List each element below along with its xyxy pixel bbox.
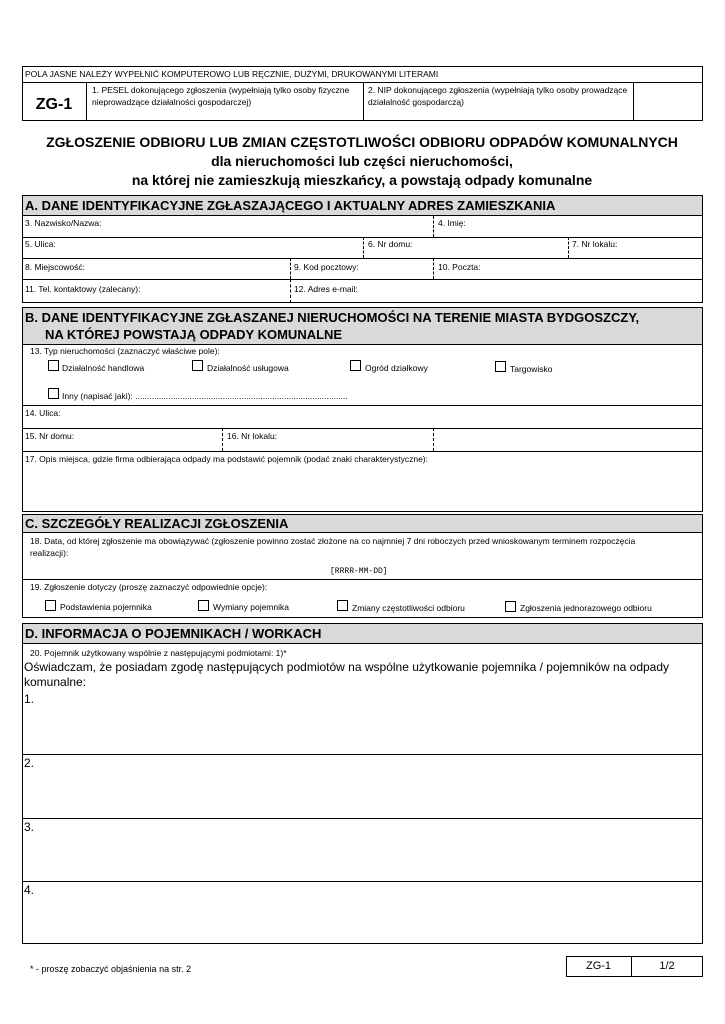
street-field[interactable]: 5. Ulica: [25,239,56,249]
checkbox-wymiany[interactable] [198,600,209,611]
checkbox-handlowa[interactable] [48,360,59,371]
row-divider-a2 [22,258,703,259]
checkbox-jednorazowego[interactable] [505,601,516,612]
post-office-field[interactable]: 10. Poczta: [438,262,481,272]
section-b-heading-line1: B. DANE IDENTYFIKACYJNE ZGŁASZANEJ NIERUCHOMOŚCI NA TERENIE MIASTA BYDGOSZCZY, [25,310,640,325]
entity-4-field[interactable] [22,881,703,944]
start-date-field[interactable]: 18. Data, od której zgłoszenie ma obowiązywać (zgłoszenie powinno zostać złożone na co najmniej 7 dni roboczych przed wnioskowanym terminem rozpoczęcia realizacji): [30,536,636,558]
nip-field[interactable]: 2. NIP dokonującego zgłoszenia (wypełniają tylko osoby prowadzące działalność gospodarczą) [368,85,628,107]
form-code: ZG-1 [35,96,73,113]
row-divider-c1 [22,579,703,580]
property-type-label: 13. Typ nieruchomości (zaznaczyć właściwe pole): [30,346,220,356]
form-title-line2: dla nieruchomości lub części nieruchomości, [211,153,513,169]
section-a-heading: A. DANE IDENTYFIKACYJNE ZGŁASZAJĄCEGO I AKTUALNY ADRES ZAMIESZKANIA [25,198,556,213]
shared-container-label: 20. Pojemnik użytkowany wspólnie z następującymi podmiotami: 1)* [30,648,287,658]
option-targowisko-label: Targowisko [510,364,553,374]
property-house-number-field[interactable]: 15. Nr domu: [25,431,75,441]
checkbox-podstawienia[interactable] [45,600,56,611]
option-jednorazowego-label: Zgłoszenia jednorazowego odbioru [520,603,652,613]
surname-field[interactable]: 3. Nazwisko/Nazwa: [25,218,102,228]
footer-form-code: ZG-1 [585,960,612,972]
request-type-label: 19. Zgłoszenie dotyczy (proszę zaznaczyć odpowiednie opcje): [30,582,268,592]
phone-field[interactable]: 11. Tel. kontaktowy (zalecany): [25,284,141,294]
apartment-number-field[interactable]: 7. Nr lokalu: [572,239,618,249]
option-wymiany-label: Wymiany pojemnika [213,602,289,612]
entity-1-label: 1. [24,692,35,706]
page-number: 1/2 [659,960,675,972]
row-divider-b2 [22,428,703,429]
nip-divider [633,82,634,121]
entity-3-field[interactable] [22,818,703,881]
checkbox-targowisko[interactable] [495,361,506,372]
row-divider-a3 [22,279,703,280]
divider-5-6 [363,237,364,258]
row-divider-b3 [22,451,703,452]
entity-2-field[interactable] [22,754,703,818]
checkbox-inny[interactable] [48,388,59,399]
date-format-hint: [RRRR-MM-DD] [330,567,388,576]
property-street-field[interactable]: 14. Ulica: [25,408,61,418]
entity-2-label: 2. [24,756,35,770]
option-podstawienia-label: Podstawienia pojemnika [60,602,152,612]
pesel-field[interactable]: 1. PESEL dokonującego zgłoszenia (wypełniają tylko osoby fizyczne nieprowadzące działalności gospodarczej) [92,85,350,107]
section-c-heading: C. SZCZEGÓŁY REALIZACJI ZGŁOSZENIA [25,516,289,531]
checkbox-ogrod[interactable] [350,360,361,371]
form-title-line3: na której nie zamieszkują mieszkańcy, a powstają odpady komunalne [131,172,593,188]
firstname-field[interactable]: 4. Imię: [438,218,466,228]
city-field[interactable]: 8. Miejscowość: [25,262,85,272]
row-divider-b1 [22,405,703,406]
postal-code-field[interactable]: 9. Kod pocztowy: [294,262,359,272]
option-zmiany-label: Zmiany częstotliwości odbioru [352,603,465,613]
divider-15-16 [222,428,223,451]
divider-9-10 [433,258,434,279]
form-title-line1: ZGŁOSZENIE ODBIORU LUB ZMIAN CZĘSTOTLIWOŚCI ODBIORU ODPADÓW KOMUNALNYCH [46,134,678,150]
divider-16-end [433,428,434,451]
container-location-field[interactable]: 17. Opis miejsca, gdzie firma odbierająca odpady ma podstawić pojemnik (podać znaki charakterystyczne): [25,454,428,464]
entity-1-field[interactable] [22,690,703,754]
option-ogrod-label: Ogród działkowy [365,363,428,373]
divider-6-7 [568,237,569,258]
section-d-heading: D. INFORMACJA O POJEMNIKACH / WORKACH [25,626,322,641]
divider-11-12 [290,279,291,303]
entity-4-label: 4. [24,883,35,897]
property-apartment-field[interactable]: 16. Nr lokalu: [227,431,278,441]
option-handlowa-label: Działalność handlowa [62,363,145,373]
fill-instruction: POLA JASNE NALEŻY WYPEŁNIĆ KOMPUTEROWO LUB RĘCZNIE, DUŻYMI, DRUKOWANYMI LITERAMI [25,69,439,79]
divider-8-9 [290,258,291,279]
email-field[interactable]: 12. Adres e-mail: [294,284,358,294]
option-inny-label[interactable]: Inny (napisać jaki): .......................................................................................... [62,391,348,401]
divider-3-4 [433,216,434,237]
checkbox-zmiany[interactable] [337,600,348,611]
pesel-nip-divider [363,82,364,121]
entity-3-label: 3. [24,820,35,834]
consent-declaration: Oświadczam, że posiadam zgodę następujących podmiotów na wspólne użytkowanie pojemnika / pojemników na odpady komunalne: [24,660,670,689]
code-divider [86,82,87,121]
house-number-field[interactable]: 6. Nr domu: [368,239,413,249]
footnote: * - proszę zobaczyć objaśnienia na str. 2 [30,964,192,974]
option-uslugowa-label: Działalność usługowa [207,363,289,373]
checkbox-uslugowa[interactable] [192,360,203,371]
section-b-heading-line2: NA KTÓREJ POWSTAJĄ ODPADY KOMUNALNE [45,327,343,342]
